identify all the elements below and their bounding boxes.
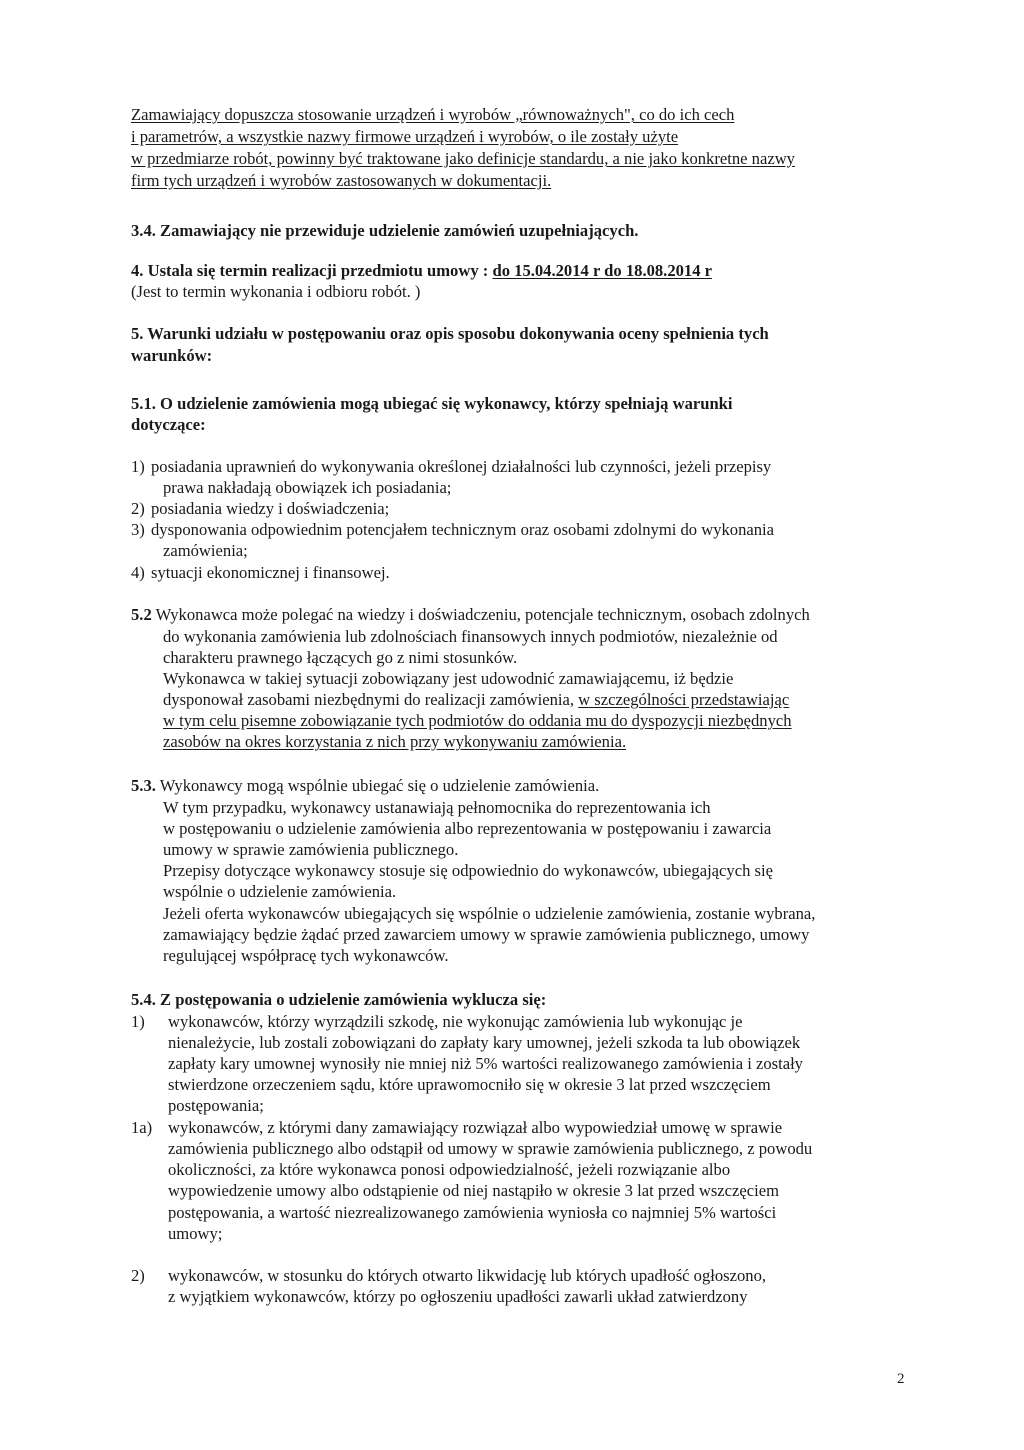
list-item-text: nienależycie, lub zostali zobowiązani do zapłaty kary umownej, jeżeli szkoda ta lub obowiązek — [168, 1033, 801, 1052]
list-item-text: dysponowania odpowiednim potencjałem technicznym oraz osobami zdolnymi do wykonania — [151, 520, 775, 539]
list-item-text: zapłaty kary umownej wynosiły nie mniej niż 5% wartości realizowanego zamówienia i zostały — [168, 1054, 803, 1073]
section-5-3-line-4: umowy w sprawie zamówienia publicznego. — [163, 840, 459, 859]
section-5-3-text: Wykonawcy mogą wspólnie ubiegać się o udzielenie zamówienia. — [155, 776, 600, 795]
intro-line-4: firm tych urządzeń i wyrobów zastosowanych w dokumentacji. — [131, 171, 552, 190]
section-5-heading-line-1: 5. Warunki udziału w postępowaniu oraz opis sposobu dokonywania oceny spełnienia tych — [131, 324, 769, 343]
section-5-3-line-6: wspólnie o udzielenie zamówienia. — [163, 882, 397, 901]
list-item-number: 1) — [131, 1012, 145, 1031]
intro-line-2: i parametrów, a wszystkie nazwy firmowe urządzeń i wyrobów, o ile zostały użyte — [131, 127, 679, 146]
section-5-1-line-2: dotyczące: — [131, 415, 206, 434]
section-4-heading — [131, 260, 909, 281]
section-5-3-label: 5.3. — [131, 776, 156, 795]
list-item-text: z wyjątkiem wykonawców, którzy po ogłoszeniu upadłości zawarli układ zatwierdzony — [168, 1287, 748, 1306]
list-item-number: 2) — [131, 499, 145, 518]
section-5-2-text: dysponował zasobami niezbędnymi do realizacji zamówienia, — [163, 690, 579, 709]
section-5-2-line-4: Wykonawca w takiej sytuacji zobowiązany jest udowodnić zamawiającemu, iż będzie — [163, 669, 734, 688]
page-number: 2 — [897, 1371, 905, 1387]
list-item-text: postępowania; — [168, 1096, 264, 1115]
section-5-2-line-1 — [131, 604, 909, 625]
list-item-text: posiadania uprawnień do wykonywania określonej działalności lub czynności, jeżeli przepisy — [151, 457, 772, 476]
list-item-text: wykonawców, w stosunku do których otwarto likwidację lub których upadłość ogłoszono, — [168, 1266, 767, 1285]
list-item-text: postępowania, a wartość niezrealizowanego zamówienia wyniosła co najmniej 5% wartości — [168, 1203, 777, 1222]
section-5-4-heading: 5.4. Z postępowania o udzielenie zamówienia wyklucza się: — [131, 990, 547, 1009]
list-item-text: umowy; — [168, 1224, 223, 1243]
section-5-2-underlined: w szczególności przedstawiając — [578, 690, 790, 709]
list-item-text: zamówienia; — [163, 541, 248, 560]
list-item-text: wypowiedzenie umowy albo odstąpienie od niej nastąpiło w okresie 3 lat przed wszczęciem — [168, 1181, 780, 1200]
section-5-3-line-3: w postępowaniu o udzielenie zamówienia albo reprezentowania w postępowaniu i zawarcia — [163, 819, 772, 838]
section-4-dates: do 15.04.2014 r do 18.08.2014 r — [492, 261, 713, 280]
list-item-text: prawa nakładają obowiązek ich posiadania; — [163, 478, 452, 497]
section-5-2-line-7: zasobów na okres korzystania z nich przy wykonywaniu zamówienia. — [163, 732, 627, 751]
section-5-3-line-7: Jeżeli oferta wykonawców ubiegających się wspólnie o udzielenie zamówienia, zostanie wybrana, — [163, 904, 816, 923]
section-5-3-line-2: W tym przypadku, wykonawcy ustanawiają pełnomocnika do reprezentowania ich — [163, 798, 711, 817]
section-5-2-text: Wykonawca może polegać na wiedzy i doświadczeniu, potencjale technicznym, osobach zdolnych — [151, 605, 810, 624]
list-item-number: 4) — [131, 563, 145, 582]
intro-line-1: Zamawiający dopuszcza stosowanie urządzeń i wyrobów „równoważnych", co do ich cech — [131, 105, 735, 124]
section-3-4-heading: 3.4. Zamawiający nie przewiduje udzielenie zamówień uzupełniających. — [131, 221, 639, 240]
section-5-2-line-5 — [163, 689, 909, 710]
list-item-text: posiadania wiedzy i doświadczenia; — [151, 499, 390, 518]
section-5-1-line-1: 5.1. O udzielenie zamówienia mogą ubiegać się wykonawcy, którzy spełniają warunki — [131, 394, 733, 413]
list-item-text: zamówienia publicznego albo odstąpił od umowy w sprawie zamówienia publicznego, z powodu — [168, 1139, 813, 1158]
section-4-note: (Jest to termin wykonania i odbioru robót. ) — [131, 282, 421, 301]
section-5-3-line-5: Przepisy dotyczące wykonawcy stosuje się odpowiednio do wykonawców, ubiegających się — [163, 861, 773, 880]
list-item-text: stwierdzone orzeczeniem sądu, które uprawomocniło się w okresie 3 lat przed wszczęciem — [168, 1075, 771, 1094]
section-5-heading-line-2: warunków: — [131, 346, 213, 365]
intro-line-3: w przedmiarze robót, powinny być traktowane jako definicje standardu, a nie jako konkretne nazwy — [131, 149, 795, 168]
section-5-3-line-1 — [131, 775, 909, 796]
section-5-2-line-3: charakteru prawnego łączących go z nimi stosunków. — [163, 648, 518, 667]
list-item-text: sytuacji ekonomicznej i finansowej. — [151, 563, 390, 582]
section-5-2-label: 5.2 — [131, 605, 152, 624]
list-item-text: wykonawców, z którymi dany zamawiający rozwiązał albo wypowiedział umowę w sprawie — [168, 1118, 783, 1137]
section-5-2-line-2: do wykonania zamówienia lub zdolnościach finansowych innych podmiotów, niezależnie od — [163, 627, 778, 646]
list-item-number: 1a) — [131, 1118, 153, 1137]
list-item-text: okoliczności, za które wykonawca ponosi odpowiedzialność, jeżeli rozwiązanie albo — [168, 1160, 731, 1179]
list-item-number: 3) — [131, 520, 145, 539]
list-item-number: 2) — [131, 1266, 145, 1285]
section-4-lead: 4. Ustala się termin realizacji przedmiotu umowy : — [131, 261, 493, 280]
section-5-3-line-8: zamawiający będzie żądać przed zawarciem umowy w sprawie zamówienia publicznego, umowy — [163, 925, 810, 944]
section-5-2-line-6: w tym celu pisemne zobowiązanie tych podmiotów do oddania mu do dyspozycji niezbędnych — [163, 711, 792, 730]
list-item-text: wykonawców, którzy wyrządzili szkodę, nie wykonując zamówienia lub wykonując je — [168, 1012, 743, 1031]
section-5-3-line-9: regulującej współpracę tych wykonawców. — [163, 946, 449, 965]
list-item-number: 1) — [131, 457, 145, 476]
